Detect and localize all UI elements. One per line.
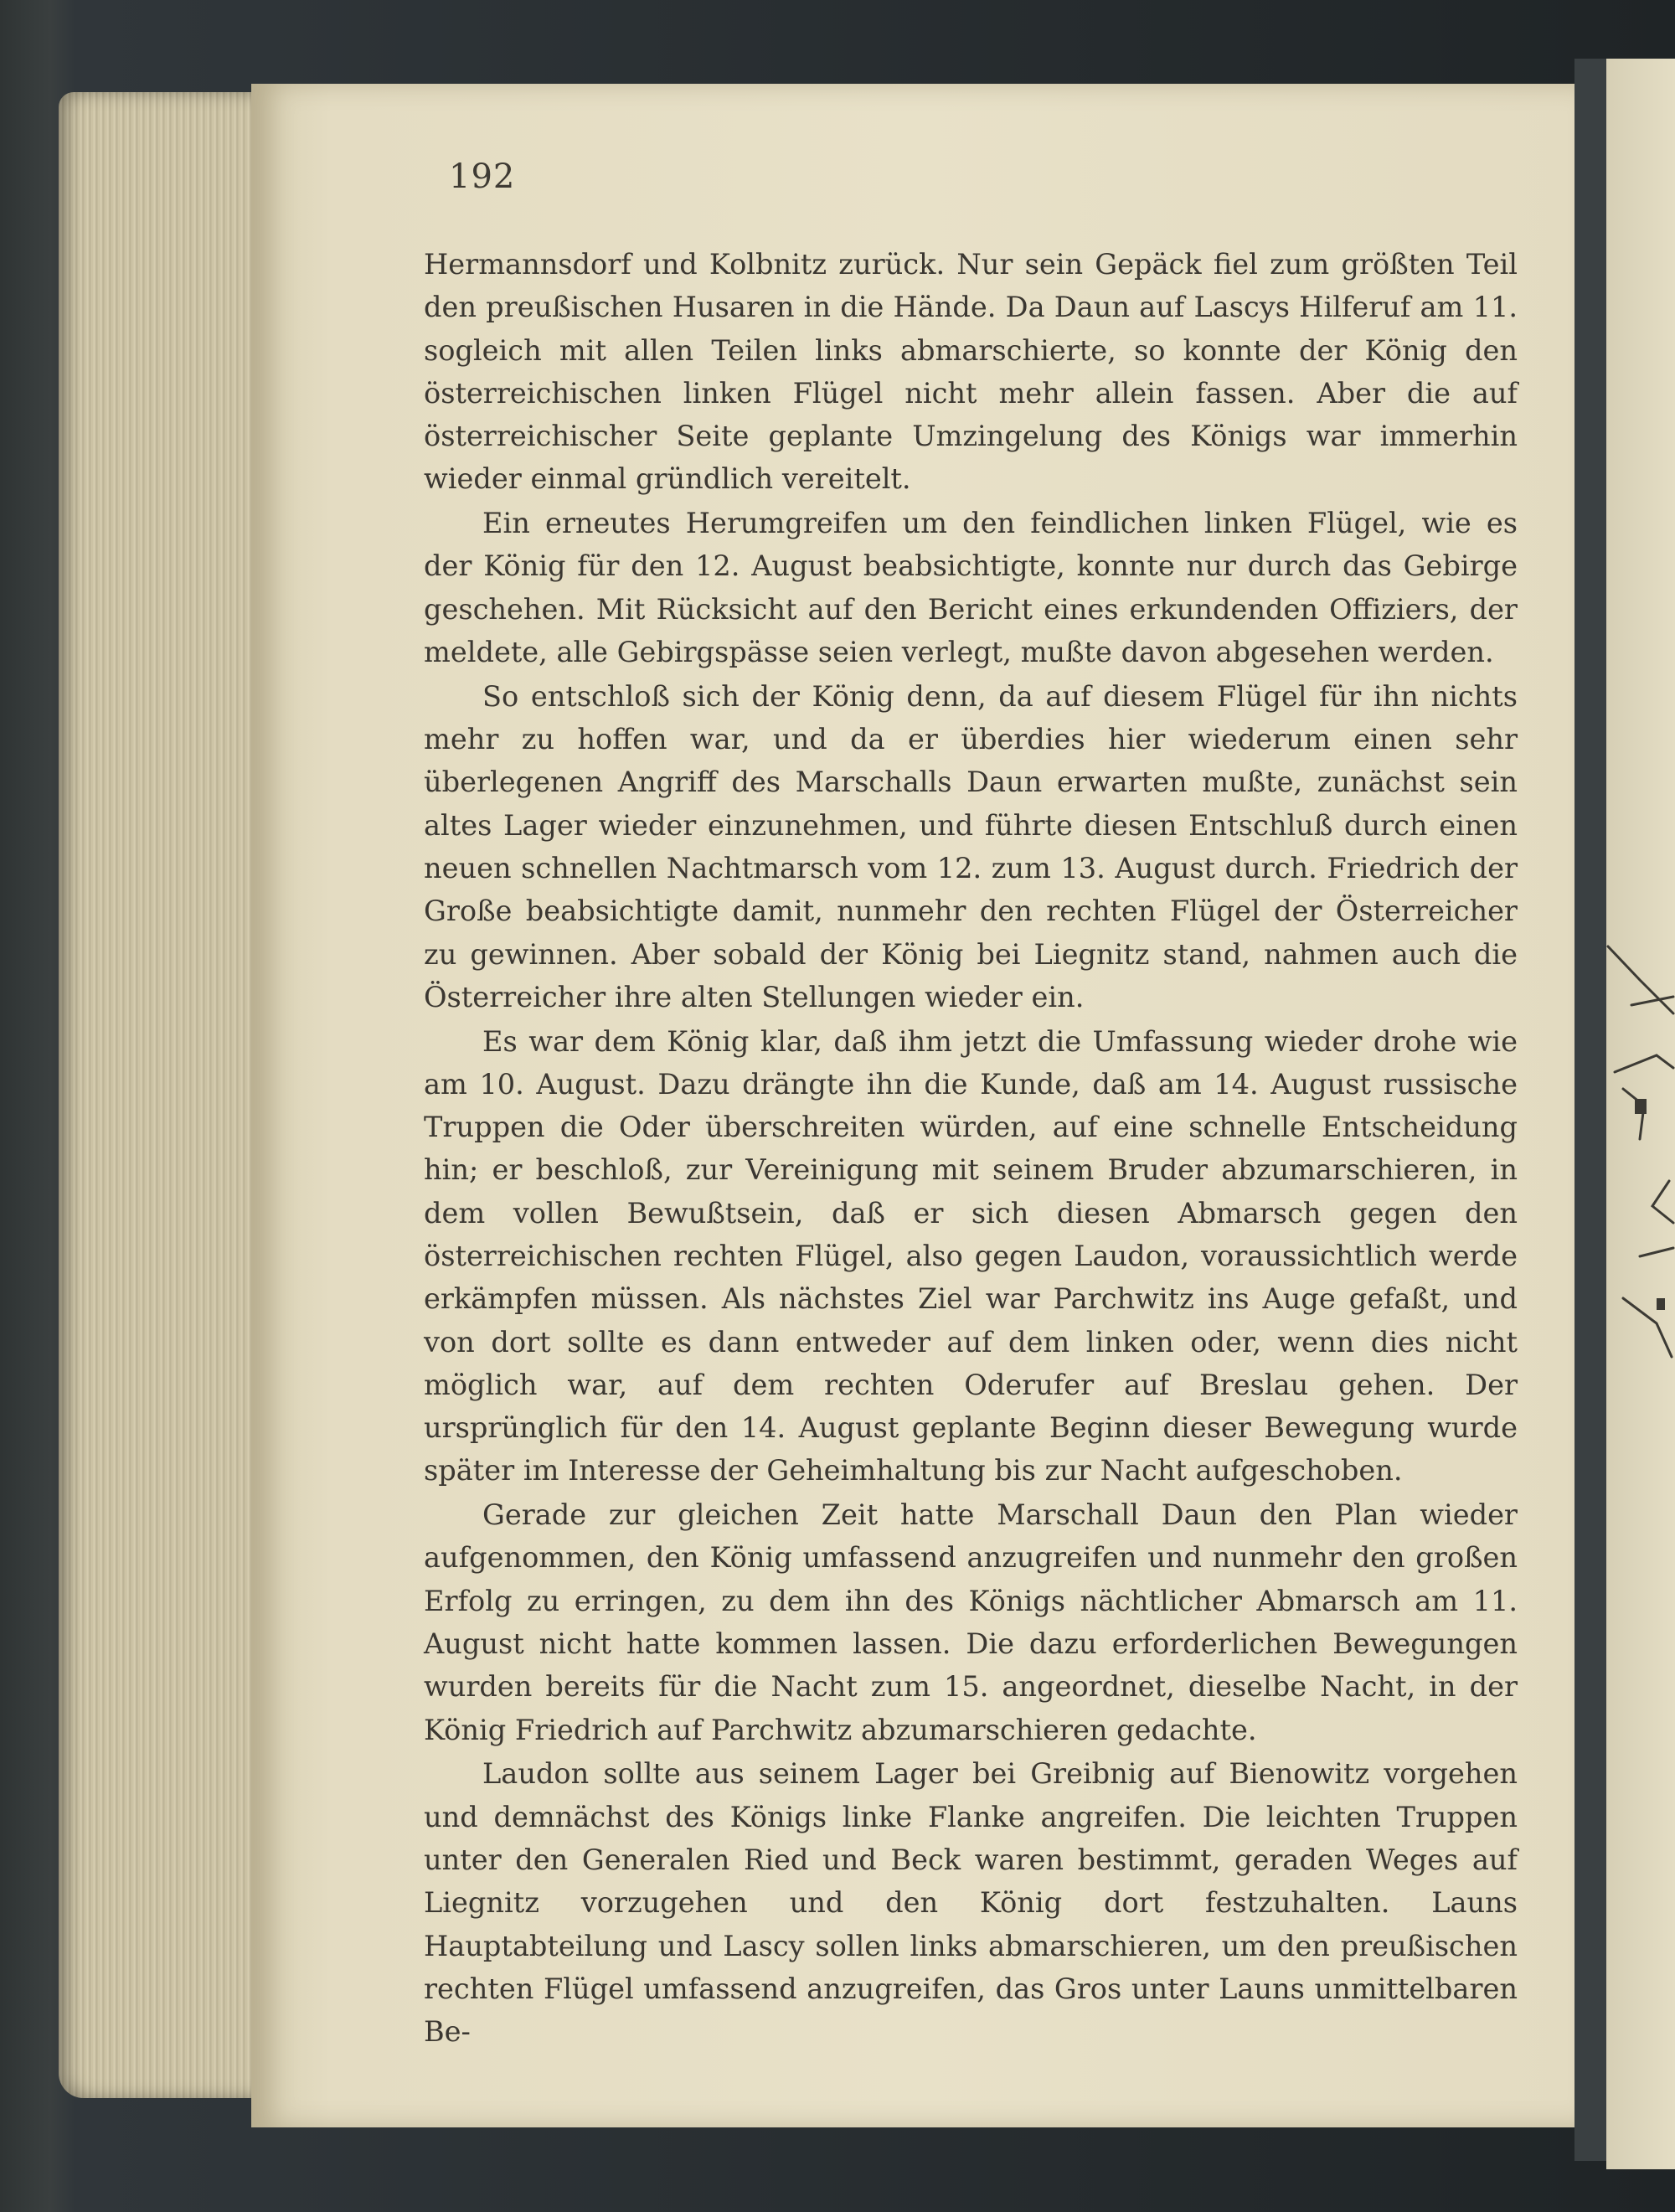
page-gutter — [1574, 59, 1608, 2161]
paragraph: Laudon sollte aus seinem Lager bei Greibnig auf Bienowitz vorgehen und demnächst des Königs linke Flanke angreifen. Die leichten Truppen unter den Generalen Ried und Beck waren bestimmt, geraden Weges auf Liegnitz vorzugehen und den König dort festzuhalten. Launs Hauptabteilung und Lascy sollen links abmarschieren, um den preußischen rechten Flügel umfassend anzugreifen, das Gros unter Launs unmittelbaren Be- — [424, 1757, 1518, 2049]
paragraph: Ein erneutes Herumgreifen um den feindlichen linken Flügel, wie es der König für den 12. August beabsichtigte, konnte nur durch das Gebirge geschehen. Mit Rücksicht auf den Bericht eines erkundenden Offiziers, der meldete, alle Gebirgspässe seien verlegt, mußte davon abgesehen werden. — [424, 507, 1518, 669]
paragraph: So entschloß sich der König denn, da auf diesem Flügel für ihn nichts mehr zu hoffen war, und da er überdies hier wiederum einen sehr überlegenen Angriff des Marschalls Daun erwarten mußte, zunächst sein altes Lager wieder einzunehmen, und führte diesen Entschluß durch einen neuen schnellen Nachtmarsch vom 12. zum 13. August durch. Friedrich der Große beabsichtigte damit, nunmehr den rechten Flügel der Österreicher zu gewinnen. Aber sobald der König bei Liegnitz stand, nahmen auch die Österreicher ihre alten Stellungen wieder ein. — [424, 679, 1518, 1013]
paragraph: Hermannsdorf und Kolbnitz zurück. Nur sein Gepäck fiel zum größten Teil den preußischen Husaren in die Hände. Da Daun auf Lascys Hilferuf am 11. sogleich mit allen Teilen links abmarschierte, so konnte der König den österreichischen linken Flügel nicht mehr allein fassen. Aber die auf österreichischer Seite geplante Umzingelung des Königs war immerhin wieder einmal gründlich vereitelt. — [424, 248, 1518, 496]
book-page-edges — [59, 92, 268, 2098]
body-text — [424, 243, 1518, 2055]
book-page — [251, 84, 1574, 2127]
paragraph: Es war dem König klar, daß ihm jetzt die Umfassung wieder drohe wie am 10. August. Dazu drängte ihn die Kunde, daß am 14. August russische Truppen die Oder überschreiten würden, auf eine schnelle Entscheidung hin; er beschloß, zur Vereinigung mit seinem Bruder abzumarschieren, in dem vollen Bewußtsein, daß er sich diesen Abmarsch gegen den österreichischen rechten Flügel, also gegen Laudon, voraussichtlich werde erkämpfen müssen. Als nächstes Ziel war Parchwitz ins Auge gefaßt, und von dort sollte es dann entweder auf dem linken oder, wenn dies nicht möglich war, auf dem rechten Oderufer auf Breslau gehen. Der ursprünglich für den 14. August geplante Beginn dieser Bewegung wurde später im Interesse der Geheimhaltung bis zur Nacht aufgeschoben. — [424, 1024, 1518, 1488]
facing-page-sketch — [1606, 905, 1675, 1374]
page-number: 192 — [449, 157, 516, 196]
paragraph: Gerade zur gleichen Zeit hatte Marschall Daun den Plan wieder aufgenommen, den König umfassend anzugreifen und nunmehr den großen Erfolg zu erringen, zu dem ihn des Königs nächtlicher Abmarsch am 11. August nicht hatte kommen lassen. Die dazu erforderlichen Bewegungen wurden bereits für die Nacht zum 15. angeordnet, dieselbe Nacht, in der König Friedrich auf Parchwitz abzumarschieren gedachte. — [424, 1498, 1518, 1746]
